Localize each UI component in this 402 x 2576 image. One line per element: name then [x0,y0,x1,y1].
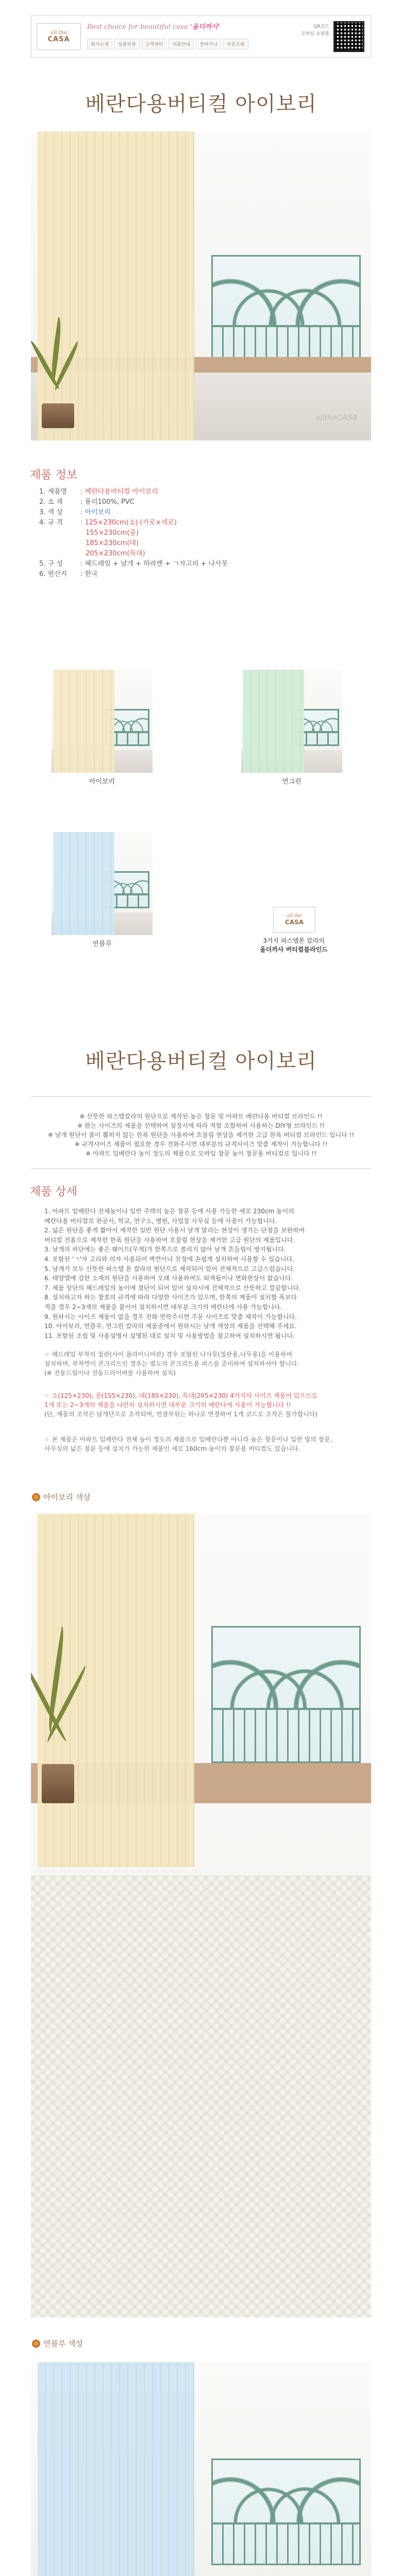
brand-logo[interactable] [37,23,81,50]
plant-decoration [31,317,86,428]
qr-caption: QR코드 모바일 쇼핑몰 [300,24,329,37]
blue-full-image [31,2362,371,2576]
swatch-label: 연블루 [92,940,112,948]
page-title: 베란다용버티컬 아이보리 [85,92,317,116]
bullet-icon [32,1493,40,1501]
fabric-closeup [31,1875,371,2317]
color-heading-ivory: 아이보리 색상 [32,1492,91,1502]
height-notes: ☞ 본 제품은 아파트 입베란다 전체 높이 정도의 제품으로 입베란다뿐 아니라 높은 창문이나 일반 빛의 창문, 사무실의 넓은 창문 등에 설치가 가능한 제품인 세로 160cm 높이의 창문용 버티컬도 있습니다. [44,1436,332,1452]
logo-bottom: CASA [47,36,70,43]
brand-logo-small: all the CASA [273,907,315,933]
detail-heading: 제품 상세 [30,1185,78,1198]
banner-tagline: Best choice for beautiful casa '올더까사' [87,23,220,31]
detail-list: 1. 아파트 입베란다 전체높이나 일반 주택의 높은 창문 등에 사용 가능한 세로 230cm 높이의 베란다용 버티컬로 관공서, 학교, 연구소, 병원, 사업장 사무실 등에 사용이 가능합니다. 2. 넓은 원단을 좋게 짧아서 제작한 일반 원단 사용시 날개 말리는 현상이 생기는 단점을 보완하여 버티컬 전용으로 제작한 한폭 원단을 사용하여 흐물림 현상을 제거한 고급 원단의 제품입니다. 3. 날개의 하단에는 좋은 웨이트(무게)가 한쪽으로 쏠리지 않아 날개 흔들림이 방지됩니다. 4. 포함된 'ㄱ'자 고리와 의자 사용되어 벽면이나 천정에 손쉽게 설치하여 사용할 수 있습니다. 5. 날개가 모두 산뜻한 파스텔 톤 칼라의 원단으로 제작되어 있어 전체적으로 고급스럽습니다. 6. 태양열에 강한 소재의 원단을 사용하여 오래 사용하여도 퇴색됨이나 변화현상이 없습니다. 7. 제품 상단의 헤드레일의 높이에 절단이 되어 있어 설치시에 전체적으로 산뜻하고 깔끔합니다. 8. 설치하고자 하는 창호의 규격에 따라 다양한 사이즈가 있으며, 한쪽의 제품이 설치할 폭보다 적을 경우 2~3개의 제품을 붙이어 설치하시면 대부분 크기의 베란다에 사용 가능합니다. 9. 원하시는 사이즈 제품이 없을 경우 전화 연락주시면 주문 사이즈로 맞춤 제작이 가능합니다. 10. 아이보리, 연블루, 연그린 칼라의 제품중에서 원하시는 날개 색상의 제품을 선택해 주세요. 11. 포함된 조립 및 사용설명서 설명된 대로 설치 및 사용방법을 참고하여 설치하시면 됩니다. [44,1208,305,1340]
swatch-label: 아이보리 [89,778,115,786]
install-notes: ☞ 헤드레일 부착의 철판(사이 플라이니아판) 경우 포함된 나사못(철판용,나무용)을 이용하여 설치하며, 부착면이 콘크리트인 경우는 별도의 콘크리트용 피스를 준비하여 설치하셔야 합니다. (※ 전동드릴이나 전동드라이버를 사용하여 설치) [44,1351,299,1377]
spec-list: 1. 제품명 : 베란다용버티컬 아이보리 2. 소 재 : 폴리100%, PVC 3. 색 상 : 아이보리 4. 규 격 : 125×230cm(소) (가로×세로) 155×230cm(중) 185×230cm(대) 205×230cm(특대) 5. 구 성 : 헤드레일 + 날개 + 하라켄 + ㄱ자고리 + 나사못 6. 원산지 : 한국 [39,488,228,578]
scene-brand: alltheCASA [315,414,358,422]
logo-top: all the [51,30,67,36]
menu-item[interactable]: 회사소개 [87,39,112,49]
swatch-label: 연그린 [282,778,301,786]
menu-item[interactable]: 이용안내 [169,39,194,49]
bullet-icon [32,2340,40,2348]
banner-menu [87,39,248,49]
ivory-full-image [31,1514,371,2317]
window-railing [211,255,361,372]
size-notes: ☞ 소(125×230), 중(155×230), 대(185×230), 특대(205×230) 4가지의 사이즈 제품이 있으므로 1개 또는 2~3개의 제품을 나란히 설치하시면 대부분 크기의 베란다에 사용이 가능합니다 !! (단, 제품의 조작은 날개단으로 조작되며, 연결부위는 하나로 연결하여 1개 코드로 조작은 불가합니다) [44,1392,318,1418]
intro-points: ※ 산뜻한 파스텔칼라의 원단으로 제작된 높은 창문 및 아파트 베란다용 버티컬 브라인드 !! ※ 밝는 사이즈의 제품을 선택하여 설정시에 따라 적합 조합하여 사용하는 DIY형 브라인드 !! ※ 날개 원단이 풀이 뽑히지 않는 한폭 원단을 사용하여 흐물림 현상을 제거한 고급 한폭 버티컬 브라인드 입니다 !! ※ 규격사이즈 제품이 필요한 경우 전화주시면 대부분의 규격사이즈 맞춤 제작이 가능합니다 !! ※ 아파트 입베란다 높이 정도의 제품으로 모바일 창문 높이 창문용 버티컬로 입니다 !! [47,1113,355,1157]
divider [31,1168,371,1169]
menu-item[interactable]: 고객센터 [142,39,167,49]
product-main-image [31,131,371,440]
spec-heading: 제품 정보 [30,469,78,482]
swatch-light-blue[interactable] [52,832,153,948]
header-banner [31,15,371,58]
section-title: 베란다용버티컬 아이보리 [85,1049,317,1073]
divider [31,1096,371,1097]
color-heading-blue: 연블루 색상 [32,2338,83,2349]
swatch-light-green[interactable] [241,670,342,786]
swatch-ivory[interactable] [52,670,153,786]
qr-code-icon[interactable] [333,21,364,52]
menu-item[interactable]: 장바구니 [196,39,221,49]
menu-item[interactable]: 상품목록 [114,39,140,49]
menu-item[interactable]: 주문조회 [223,39,248,49]
swatch-tagline: 3가지 파스텔톤 칼라의 올더까사 버티컬블라인드 [260,937,328,953]
